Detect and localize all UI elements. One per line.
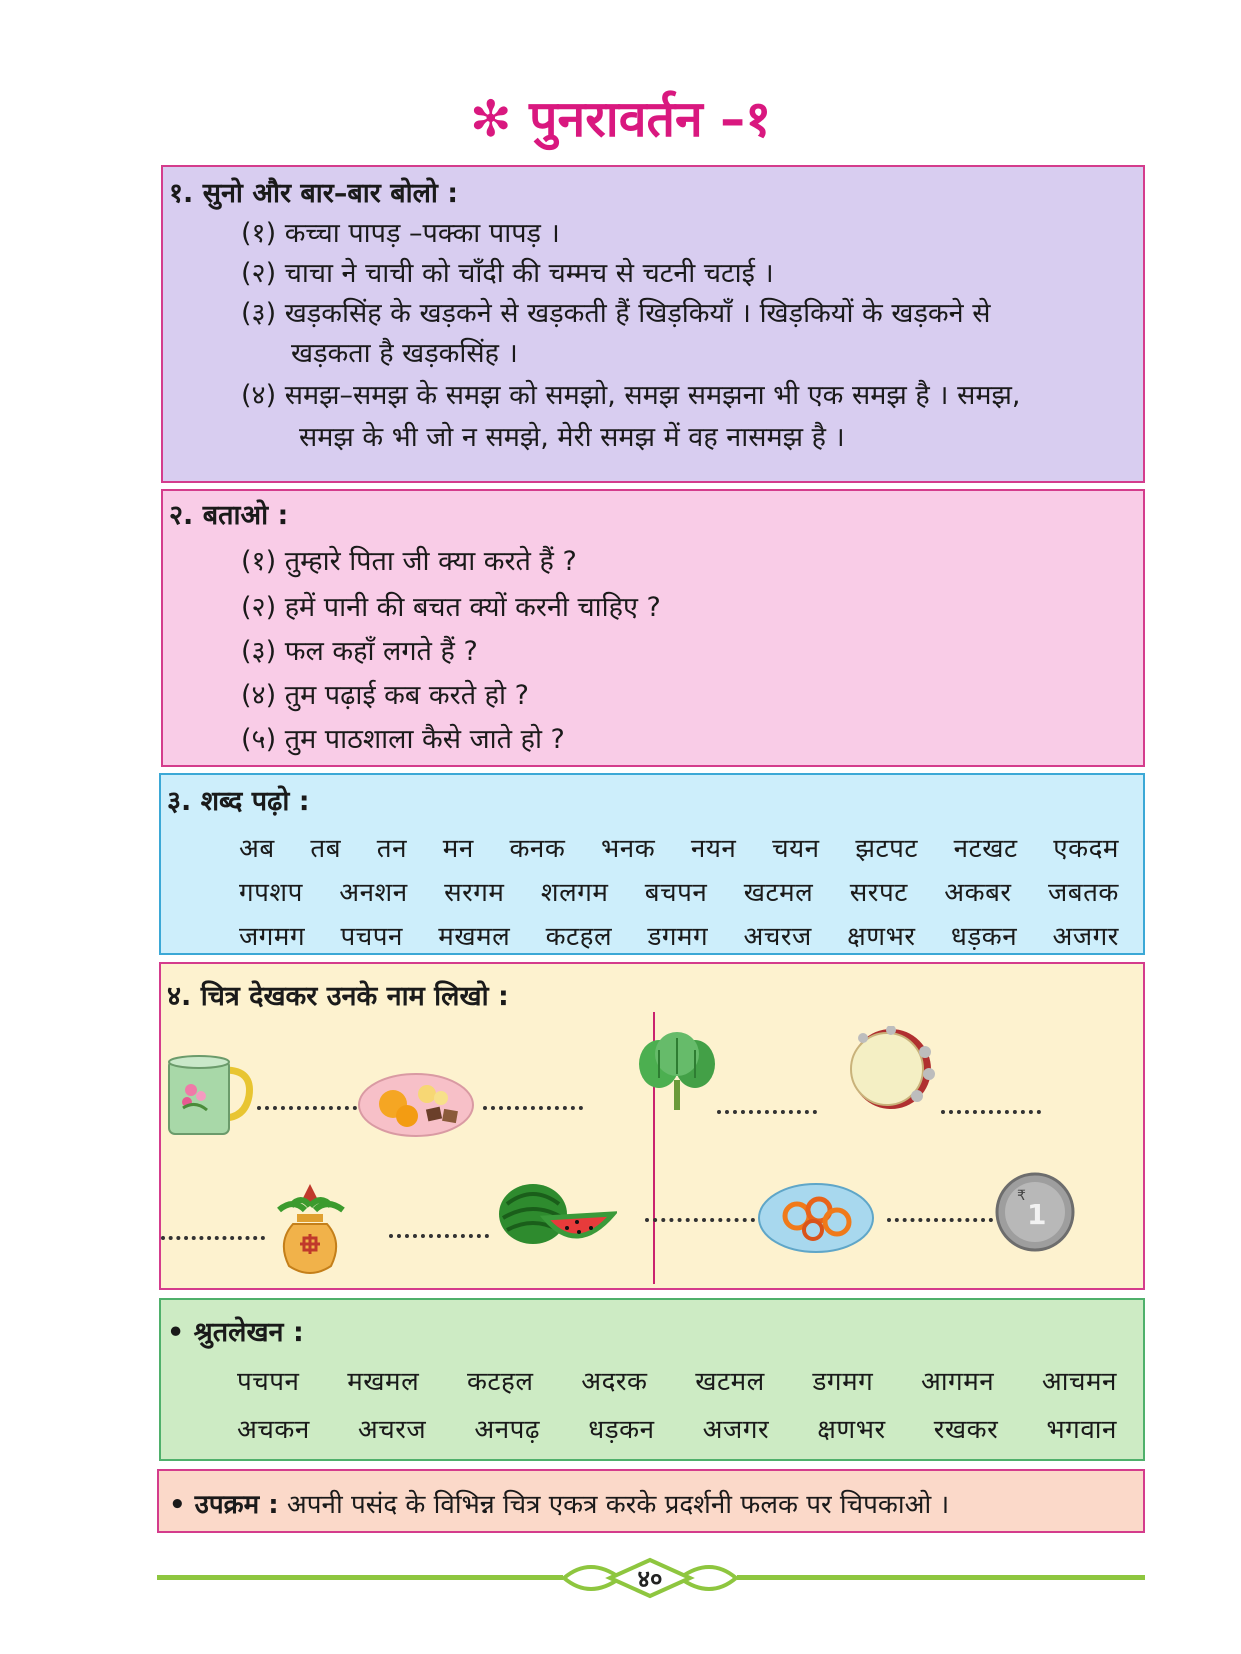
word: झटपट bbox=[855, 834, 918, 864]
section-heading: २. बताओ : bbox=[169, 500, 289, 531]
word: नटखट bbox=[953, 834, 1018, 864]
word: कनक bbox=[509, 834, 566, 864]
answer-line bbox=[483, 1106, 583, 1110]
questions-section bbox=[161, 489, 1145, 767]
page-number: ४० bbox=[637, 1565, 663, 1593]
section-heading: १. सुनो और बार–बार बोलो : bbox=[169, 178, 459, 209]
spinach-icon bbox=[637, 1030, 717, 1112]
tongue-twister-3-cont: खड़कता है खड़कसिंह । bbox=[291, 338, 518, 369]
word: अचरज bbox=[357, 1415, 427, 1445]
tambourine-icon bbox=[845, 1026, 937, 1112]
answer-line bbox=[257, 1106, 357, 1110]
word: गपशप bbox=[239, 878, 303, 908]
tongue-twister-3: (३) खड़कसिंह के खड़कने से खड़कती हैं खिड़कियाँ । खिड़कियों के खड़कने से bbox=[241, 298, 991, 329]
answer-line bbox=[161, 1236, 265, 1240]
tongue-twister-4: (४) समझ–समझ के समझ को समझो, समझ समझना भी एक समझ है । समझ, bbox=[241, 380, 1021, 411]
word: सरपट bbox=[849, 878, 908, 908]
dictation-section bbox=[159, 1298, 1145, 1461]
word: क्षणभर bbox=[847, 922, 916, 952]
page-title: ✻ पुनरावर्तन –१ bbox=[469, 90, 772, 148]
word: धड़कन bbox=[588, 1415, 655, 1445]
coin-icon bbox=[995, 1172, 1075, 1252]
word: एकदम bbox=[1053, 834, 1119, 864]
page-number-badge bbox=[560, 1556, 740, 1600]
word: सरगम bbox=[444, 878, 505, 908]
section-heading: • श्रुतलेखन : bbox=[167, 1317, 304, 1348]
picture-naming-section bbox=[159, 962, 1145, 1290]
section-heading: ३. शब्द पढ़ो : bbox=[167, 786, 310, 817]
word: मखमल bbox=[438, 922, 511, 952]
word: अनपढ़ bbox=[474, 1415, 541, 1445]
answer-line bbox=[389, 1234, 489, 1238]
question-4: (४) तुम पढ़ाई कब करते हो ? bbox=[241, 680, 529, 711]
word: तन bbox=[376, 834, 408, 864]
answer-line bbox=[887, 1218, 993, 1222]
word: अकबर bbox=[944, 878, 1012, 908]
activity-section bbox=[157, 1469, 1145, 1533]
footer-line-right bbox=[737, 1575, 1145, 1580]
word: खटमल bbox=[743, 878, 814, 908]
section-heading: ४. चित्र देखकर उनके नाम लिखो : bbox=[167, 981, 509, 1012]
word: अदरक bbox=[581, 1367, 648, 1397]
word: अब bbox=[239, 834, 275, 864]
word-row bbox=[239, 917, 1119, 953]
question-2: (२) हमें पानी की बचत क्यों करनी चाहिए ? bbox=[241, 592, 661, 623]
word: आचमन bbox=[1041, 1367, 1117, 1397]
word: शलगम bbox=[540, 878, 609, 908]
read-words-section bbox=[159, 773, 1145, 955]
word: भगवान bbox=[1046, 1415, 1117, 1445]
word-row bbox=[239, 829, 1119, 865]
word: आगमन bbox=[920, 1367, 995, 1397]
tongue-twister-2: (२) चाचा ने चाची को चाँदी की चम्मच से चटनी चटाई । bbox=[241, 258, 774, 289]
word: कटहल bbox=[466, 1367, 534, 1397]
word: क्षणभर bbox=[817, 1415, 886, 1445]
word: पचपन bbox=[340, 922, 403, 952]
answer-line bbox=[941, 1110, 1041, 1114]
question-5: (५) तुम पाठशाला कैसे जाते हो ? bbox=[241, 724, 565, 755]
watermelon-icon bbox=[497, 1174, 617, 1254]
sweets-plate-icon bbox=[357, 1072, 475, 1138]
tongue-twister-4-cont: समझ के भी जो न समझे, मेरी समझ में वह नासमझ है । bbox=[299, 422, 845, 453]
word: भनक bbox=[601, 834, 656, 864]
listen-repeat-section bbox=[161, 165, 1145, 483]
answer-line bbox=[717, 1110, 817, 1114]
word: बचपन bbox=[644, 878, 708, 908]
word: मन bbox=[442, 834, 474, 864]
word: डगमग bbox=[647, 922, 709, 952]
word: धड़कन bbox=[950, 922, 1018, 952]
answer-line bbox=[645, 1218, 755, 1222]
activity-text: अपनी पसंद के विभिन्न चित्र एकत्र करके प्रदर्शनी फलक पर चिपकाओ । bbox=[286, 1490, 950, 1520]
coin-value: 1 bbox=[1027, 1198, 1047, 1231]
word: अजगर bbox=[702, 1415, 770, 1445]
footer-line-left bbox=[157, 1575, 563, 1580]
question-1: (१) तुम्हारे पिता जी क्या करते हैं ? bbox=[241, 546, 577, 577]
word: नयन bbox=[690, 834, 737, 864]
word: खटमल bbox=[695, 1367, 765, 1397]
tongue-twister-1: (१) कच्चा पापड़ –पक्का पापड़ । bbox=[241, 218, 560, 249]
word-row bbox=[237, 1410, 1117, 1446]
cup-icon bbox=[165, 1052, 255, 1138]
word-row bbox=[237, 1362, 1117, 1398]
kalash-icon bbox=[271, 1180, 349, 1280]
word: कटहल bbox=[545, 922, 613, 952]
word: जगमग bbox=[239, 922, 306, 952]
word: अजगर bbox=[1052, 922, 1119, 952]
word: तब bbox=[310, 834, 342, 864]
word: अचरज bbox=[743, 922, 812, 952]
word-row bbox=[239, 873, 1119, 909]
word: अचकन bbox=[237, 1415, 310, 1445]
word: डगमग bbox=[812, 1367, 874, 1397]
question-3: (३) फल कहाँ लगते हैं ? bbox=[241, 636, 478, 667]
word: मखमल bbox=[347, 1367, 420, 1397]
jalebi-plate-icon bbox=[757, 1182, 875, 1254]
word: जबतक bbox=[1047, 878, 1119, 908]
svg-text:₹: ₹ bbox=[1017, 1188, 1026, 1204]
word: अनशन bbox=[339, 878, 408, 908]
activity-line bbox=[169, 1485, 949, 1521]
word: चयन bbox=[772, 834, 820, 864]
word: पचपन bbox=[237, 1367, 300, 1397]
word: रखकर bbox=[933, 1415, 999, 1445]
activity-label: • उपक्रम : bbox=[169, 1490, 279, 1520]
